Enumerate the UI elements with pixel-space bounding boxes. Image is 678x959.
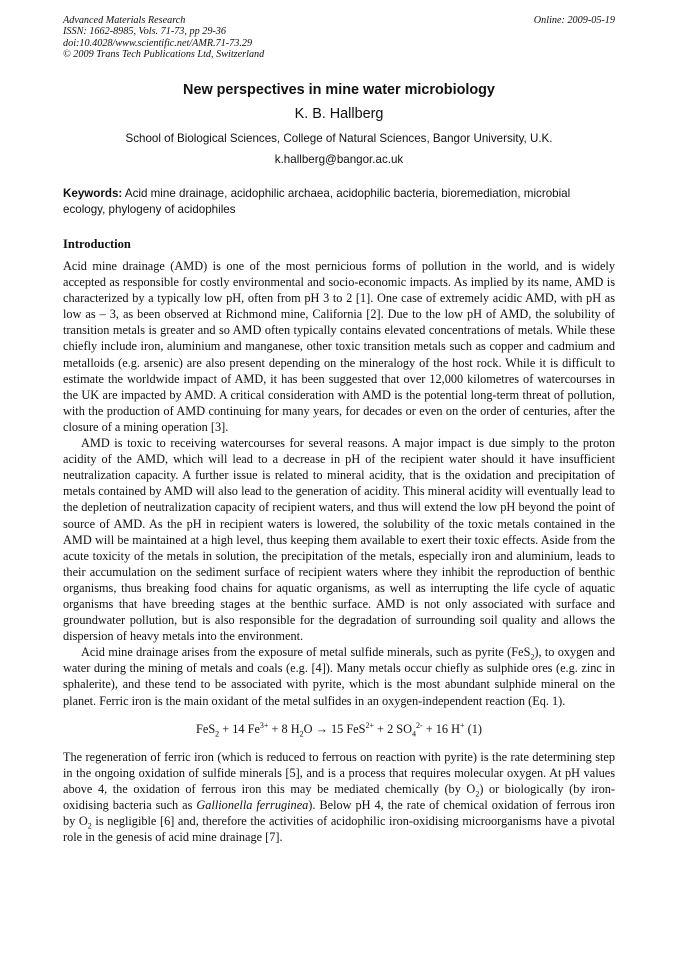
author-name: K. B. Hallberg <box>294 106 384 122</box>
eq-term: O → 15 FeS <box>303 721 366 736</box>
paper-title: New perspectives in mine water microbiology <box>183 82 495 98</box>
eq-term: + 16 H <box>422 721 461 736</box>
online-date: Online: 2009-05-19 <box>533 15 615 26</box>
issn-line: ISSN: 1662-8985, Vols. 71-73, pp 29-36 <box>63 26 226 38</box>
eq-sub: 2 <box>299 729 304 739</box>
eq-term: + 2 SO <box>373 721 413 736</box>
eq-sup: 3+ <box>259 720 269 730</box>
paragraph-4-part-c: ). Below pH 4, the rate of chemical oxidation of ferrous iron by O <box>63 798 615 829</box>
oxygen-subscript: 2 <box>87 821 92 831</box>
eq-sub: 4 <box>412 729 417 739</box>
doi-line: doi:10.4028/www.scientific.net/AMR.71-73.29 <box>63 37 253 49</box>
journal-name: Advanced Materials Research <box>63 15 186 26</box>
journal-header <box>63 15 615 61</box>
paragraph-3 <box>63 644 615 708</box>
eq-term: + 8 H <box>268 721 300 736</box>
pyrite-subscript: 2 <box>530 652 535 662</box>
paragraph-4-part-d: is negligible [6] and, therefore the activities of acidophilic iron-oxidising microorganisms have a pivotal role in the genesis of acid mine drainage [7]. <box>63 814 615 845</box>
paragraph-4-part-a: The regeneration of ferric iron (which is reduced to ferrous on reaction with pyrite) is the rate determining step in the ongoing oxidation of sulfide minerals [5], and is a process that requires molecular oxygen. At pH values above 4, the oxidation of ferrous iron this may be mediated chemically (by O <box>63 749 615 796</box>
author-email: k.hallberg@bangor.ac.uk <box>274 153 404 166</box>
introduction-body <box>63 258 615 845</box>
paragraph-4 <box>63 749 615 846</box>
paragraph-2: AMD is toxic to receiving watercourses for several reasons. A major impact is due simply to the proton acidity of the AMD, which will lead to a decrease in pH of the recipient water should it have insufficient neutralization capacity. A further issue is related to mineral acidity, that is the oxidation and precipitation of metals contained by AMD will also lead to the generation of acidity. This mineral acidity will eventually lead to the depletion of neutralization capacity of recipient waters, and thus will extend the low pH beyond the point of source of AMD. As the pH in recipient waters is lowered, the solubility of the toxic metals contained in the AMD will be maintained at a high level, thus keeping them available to exert their toxic effects. Aside from the acute toxicity of the metals in solution, the precipitation of the metals, especially iron and aluminium, leads to their accumulation on the sediment surface of recipient waters where they inhibit the reproduction of benthic organisms, thus breaking food chains for aquatic organisms, as well as interrupting the life cycle of aquatic organisms that have breeding stages at the benthic surface. AMD is not only associated with surface and groundwater pollution, but is also responsible for the degradation of surrounding soil quality and allows the dispersion of heavy metals into the environment. <box>63 436 615 644</box>
copyright-line: © 2009 Trans Tech Publications Ltd, Switzerland <box>63 49 265 61</box>
paragraph-3-part-b: ), to oxygen and water during the mining of metals and coals (e.g. [4]). Many metals occur chiefly as sulphide ores (e.g. zinc in sphalerite), and these tend to be associated with pyrite, which is the most abundant sulphide mineral on the planet. Ferric iron is the main oxidant of the metal sulfides in an oxygen-independent reaction (Eq. 1). <box>63 645 615 708</box>
paragraph-1: Acid mine drainage (AMD) is one of the most pernicious forms of pollution in the world, and is widely accepted as responsible for costly environmental and socio-economic impacts. As implied by its name, AMD is characterized by a typically low pH, often from pH 3 to 2 [1]. One case of extremely acidic AMD, with pH as low as – 3, as been observed at Richmond mine, California [2]. Due to the low pH of AMD, the solubility of transition metals is greater and so AMD often typically contains elevated concentrations of metals. While these chiefly include iron, aluminium and manganese, other toxic transition metals such as copper and cadmium and metalloids (e.g. arsenic) are also present depending on the mineralogy of the host rock. While it is difficult to estimate the worldwide impact of AMD, it has been suggested that over 12,000 kilometres of watercourses in the UK are impacted by AMD. A critical consideration with AMD is the potential long-term threat of pollution, with the production of AMD continuing for many years, for decades or even on the order of centuries, after the closure of a mining operation [3]. <box>63 259 615 434</box>
keywords-block <box>63 186 615 217</box>
eq-sub: 2 <box>215 729 220 739</box>
eq-term: + 14 Fe <box>219 721 260 736</box>
author-affiliation: School of Biological Sciences, College of Natural Sciences, Bangor University, U.K. <box>125 132 553 145</box>
eq-sup: 2+ <box>365 720 374 730</box>
eq-number: (1) <box>464 721 482 736</box>
equation-1 <box>63 721 615 737</box>
section-heading-introduction: Introduction <box>63 237 131 251</box>
paragraph-4-part-b: ) or biologically (by iron-oxidising bacteria such as <box>63 781 616 812</box>
eq-term: FeS <box>196 721 216 736</box>
paragraph-3-part-a: Acid mine drainage arises from the exposure of metal sulfide minerals, such as pyrite (FeS <box>81 645 531 660</box>
keywords-text: Acid mine drainage, acidophilic archaea, acidophilic bacteria, bioremediation, microbial ecology, phylogeny of acidophiles <box>63 187 571 216</box>
eq-sup: 2- <box>416 720 423 730</box>
species-name: Gallionella ferruginea <box>196 798 309 812</box>
keywords-label: Keywords: <box>63 187 123 200</box>
oxygen-subscript: 2 <box>475 789 480 799</box>
eq-sup: + <box>460 720 465 730</box>
